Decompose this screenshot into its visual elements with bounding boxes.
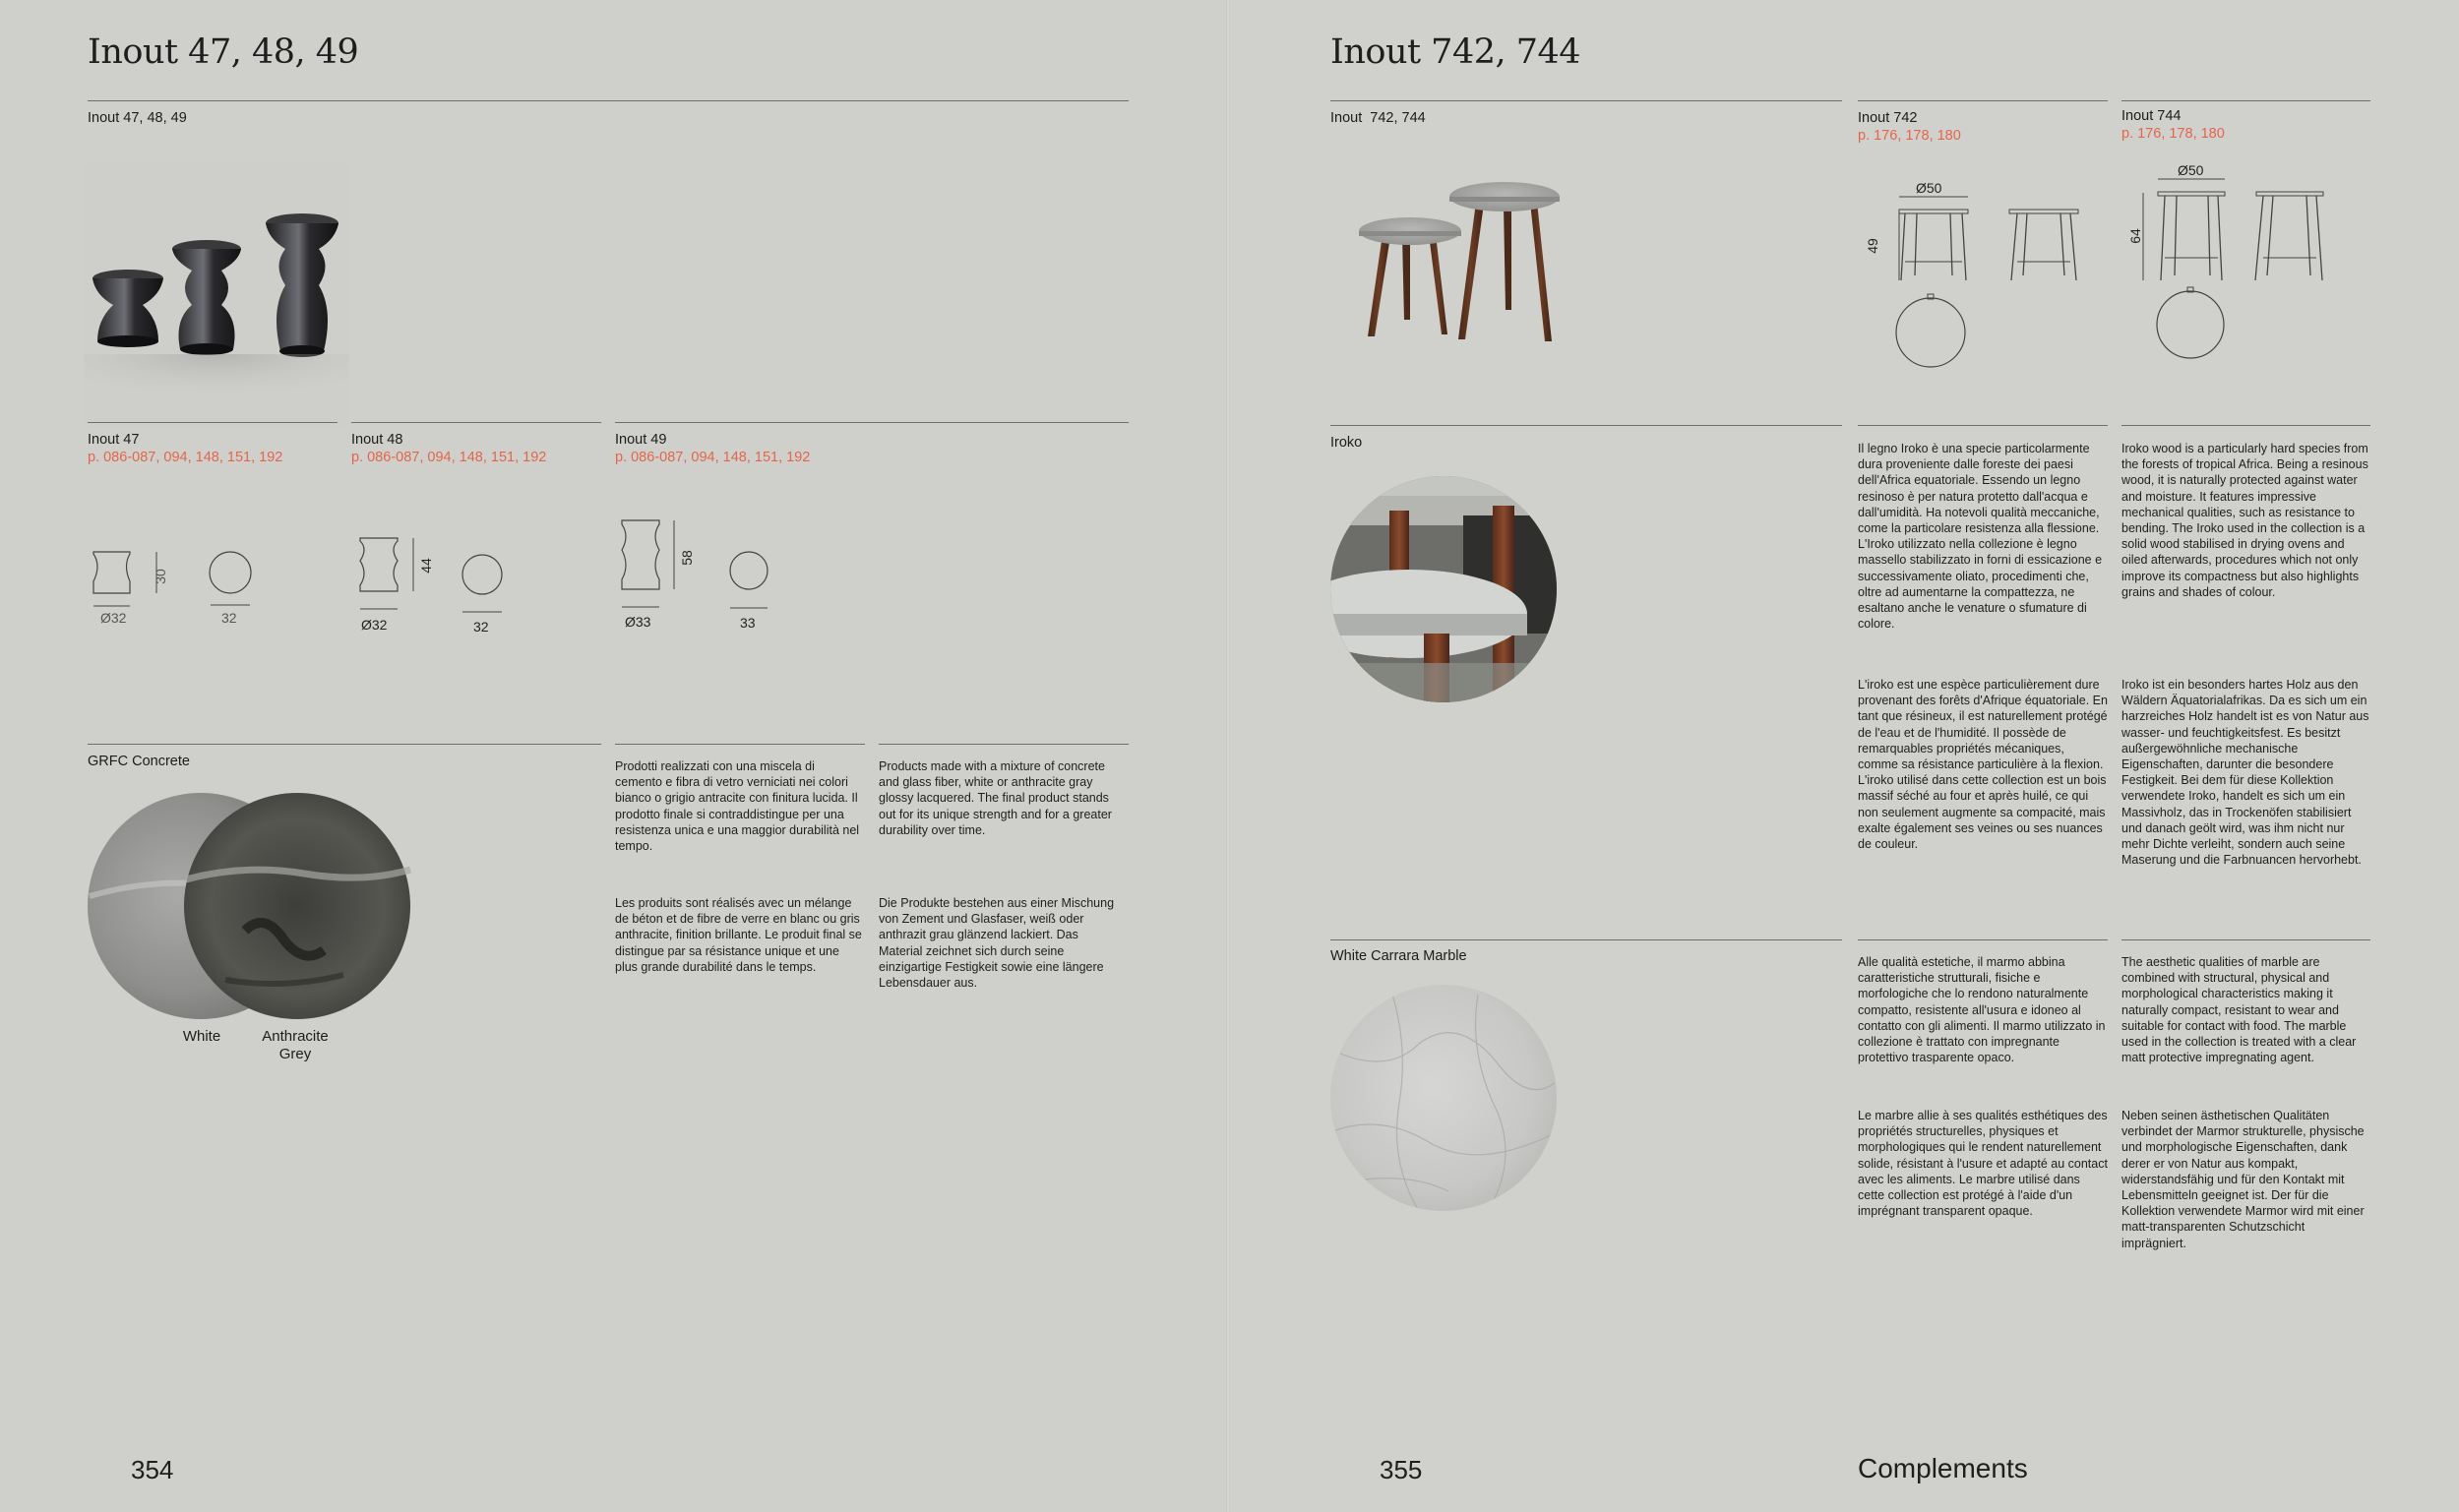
- table-742: [1359, 217, 1461, 336]
- iroko-swatch: [1330, 476, 1557, 702]
- product-name-742: Inout 742: [1858, 110, 1918, 126]
- dim-height-47: 30: [152, 569, 168, 584]
- product-rule-744: [2121, 100, 2370, 101]
- material-rule-left: [88, 744, 601, 745]
- product-name-47: Inout 47: [88, 432, 140, 448]
- product-ref-744[interactable]: p. 176, 178, 180: [2121, 126, 2225, 142]
- title-rule: [88, 100, 1129, 101]
- side-tables-photo: [1348, 177, 1614, 354]
- drawing-49: [620, 518, 817, 617]
- product-name-744: Inout 744: [2121, 108, 2182, 124]
- page-title-right: Inout 742, 744: [1330, 32, 1581, 72]
- concrete-text-en: Products made with a mixture of concrete and glass fiber, white or anthracite gray glossy lacquered. The final product stands out for its unique strength and for a greater durability over time.: [879, 759, 1112, 837]
- drawing-742: [1860, 177, 2106, 374]
- dim-diameter-742: Ø50: [1916, 180, 1942, 196]
- marble-text-en: The aesthetic qualities of marble are combined with structural, physical and morphological characteristics making it naturally compact, resistant to wear and suitable for contact with food. The marble used in the collection is treated with a clear matt protective impregnating agent.: [2121, 955, 2357, 1065]
- marble-text-de: Neben seinen ästhetischen Qualitäten verbindet der Marmor strukturelle, physische und morphologische Eigenschaften, dank derer er von Natur aus kompakt, widerstandsfähig und für den Kontakt mit Lebensmitteln geeignet ist. Der für die Kollektion verwendete Marmor wird mit einer matt-transparenten Schutzschicht imprägniert.: [2121, 1109, 2365, 1250]
- concrete-swatches: [88, 793, 412, 1029]
- product-rule-49: [615, 422, 1129, 423]
- dim-diameter-49: Ø33: [625, 614, 651, 630]
- spine-divider: [1226, 0, 1230, 1512]
- dim-diameter-48: Ø32: [361, 617, 388, 633]
- page-title-left: Inout 47, 48, 49: [88, 32, 359, 72]
- material-rule-marble-it: [1858, 939, 2108, 940]
- iroko-text-it: Il legno Iroko è una specie particolarmente dura proveniente dalle foreste dei paesi dell'Africa equatoriale. Essendo un legno resinoso è per natura protetto dall'acqua e dall'umidità. Ha notevoli qualità meccaniche, come la particolare resistenza alla flessione. L'Iroko utilizzato nella collezione è legno massello stabilizzato in forni di essicazione e successivamente oliato, procedimenti che, oltre ad aumentarne la compattezza, ne esaltano anche le venature o sfumature di colore.: [1858, 442, 2103, 632]
- material-name-marble: White Carrara Marble: [1330, 948, 1467, 964]
- marble-swatch: [1330, 985, 1557, 1211]
- swatch-label-anthracite: Anthracite Grey: [262, 1028, 329, 1062]
- concrete-text-fr: Les produits sont réalisés avec un mélange de béton et de fibre de verre en blanc ou gris anthracite, finition brillante. Le produit final se distingue par sa résistance unique et une plus grande durabilité dans le temps.: [615, 896, 862, 974]
- product-rule-47: [88, 422, 338, 423]
- title-rule-right: [1330, 100, 1842, 101]
- material-rule-iroko: [1330, 425, 1842, 426]
- product-ref-49[interactable]: p. 086-087, 094, 148, 151, 192: [615, 450, 811, 465]
- product-rule-742: [1858, 100, 2108, 101]
- concrete-text-it: Prodotti realizzati con una miscela di cemento e fibra di vetro verniciati nei colori bianco o grigio antracite con finitura lucida. Il prodotto finale si contraddistingue per una resistenza unica e una maggior durabilità nel tempo.: [615, 759, 860, 854]
- floor-reflection: [84, 354, 349, 413]
- photo-caption-left: Inout 47, 48, 49: [88, 110, 187, 126]
- material-rule-iroko-it: [1858, 425, 2108, 426]
- dim-diameter-47: Ø32: [100, 610, 127, 626]
- iroko-text-en: Iroko wood is a particularly hard species from the forests of tropical Africa. Being a resinous wood, it is naturally protected against water and moisture. It features impressive mechanical qualities, such as resistance to bending. The Iroko used in the collection is a solid wood stabilised in drying ovens and oiled afterwards, procedures which not only improve its compactness but also highlights grains and shades of colour.: [2121, 442, 2368, 599]
- iroko-text-fr: L'iroko est une espèce particulièrement dure provenant des forêts d'Afrique équatoriale. En tant que résineux, il est naturellement protégé de l'eau et de l'humidité. Il possède de remarquables propriétés mécaniques, comme sa résistance particulière à la flexion. L'iroko utilisé dans cette collection est un bois massif séché au four et après huilé, ce qui non seulement augmente sa compacité, mais exalte également ses veines ou ses nuances de couleur.: [1858, 678, 2108, 852]
- marble-text-fr: Le marbre allie à ses qualités esthétiques des propriétés structurelles, physiques et morphologiques qui le rendent naturellement solide, résistant à l'usure et adapté au contact avec les aliments. Le marbre utilisé dans cette collection est protégé à l'aide d'un imprégnant transparent opaque.: [1858, 1109, 2108, 1219]
- product-ref-47[interactable]: p. 086-087, 094, 148, 151, 192: [88, 450, 283, 465]
- marble-text-it: Alle qualità estetiche, il marmo abbina caratteristiche strutturali, fisiche e morfologiche che lo rendono naturalmente compatto, resistente all'usura e idoneo al contatto con gli alimenti. Il marmo utilizzato in collezione è trattato con impregnante protettivo trasparente opaco.: [1858, 955, 2106, 1065]
- swatch-label-white: White: [182, 1028, 221, 1045]
- material-rule-marble-en: [2121, 939, 2370, 940]
- drawing-48: [356, 534, 553, 623]
- material-rule-marble: [1330, 939, 1842, 940]
- iroko-text-de: Iroko ist ein besonders hartes Holz aus den Wäldern Äquatorialafrikas. Da es sich um ein harzreiches Holz handelt ist es von Natur aus wasser- und feuchtigkeitsfest. Es besitzt außergewöhnliche mechanische Eigenschaften, darunter die besondere Festigkeit. Bei dem für diese Kollektion verwendete Iroko, handelt es sich um ein Massivholz, das in Trockenöfen stabilisiert und danach geölt wird, was ihm nicht nur mehr Dichte verleiht, sondern auch seine Maserung und die Farbnuancen hervorhebt.: [2121, 678, 2369, 868]
- concrete-text-de: Die Produkte bestehen aus einer Mischung von Zement und Glasfaser, weiß oder anthrazit grau glänzend lackiert. Das Material zeichnet sich durch seine einzigartige Festigkeit sowie eine längere Lebensdauer aus.: [879, 896, 1115, 991]
- dim-top-47: 32: [221, 610, 237, 626]
- material-rule-en: [879, 744, 1129, 745]
- page-number-left: 354: [131, 1455, 174, 1484]
- product-ref-742[interactable]: p. 176, 178, 180: [1858, 128, 1961, 144]
- stools-photo: [84, 162, 349, 428]
- dim-height-744: 64: [2126, 228, 2143, 244]
- drawing-744: [2123, 167, 2369, 364]
- dim-diameter-744: Ø50: [2178, 162, 2204, 178]
- dim-height-49: 58: [678, 550, 695, 566]
- section-name: Complements: [1858, 1453, 2028, 1483]
- product-ref-48[interactable]: p. 086-087, 094, 148, 151, 192: [351, 450, 547, 465]
- material-name-iroko: Iroko: [1330, 435, 1363, 451]
- product-name-49: Inout 49: [615, 432, 667, 448]
- material-rule-it: [615, 744, 865, 745]
- photo-caption-right: Inout 742, 744: [1330, 110, 1426, 126]
- dim-height-48: 44: [417, 558, 434, 574]
- dim-top-49: 33: [740, 615, 756, 631]
- dim-top-48: 32: [473, 619, 489, 635]
- material-rule-iroko-en: [2121, 425, 2370, 426]
- table-744: [1449, 182, 1560, 341]
- product-name-48: Inout 48: [351, 432, 403, 448]
- material-name-concrete: GRFC Concrete: [88, 754, 190, 769]
- dim-height-742: 49: [1864, 238, 1880, 254]
- product-rule-48: [351, 422, 601, 423]
- page-number-right: 355: [1380, 1455, 1423, 1484]
